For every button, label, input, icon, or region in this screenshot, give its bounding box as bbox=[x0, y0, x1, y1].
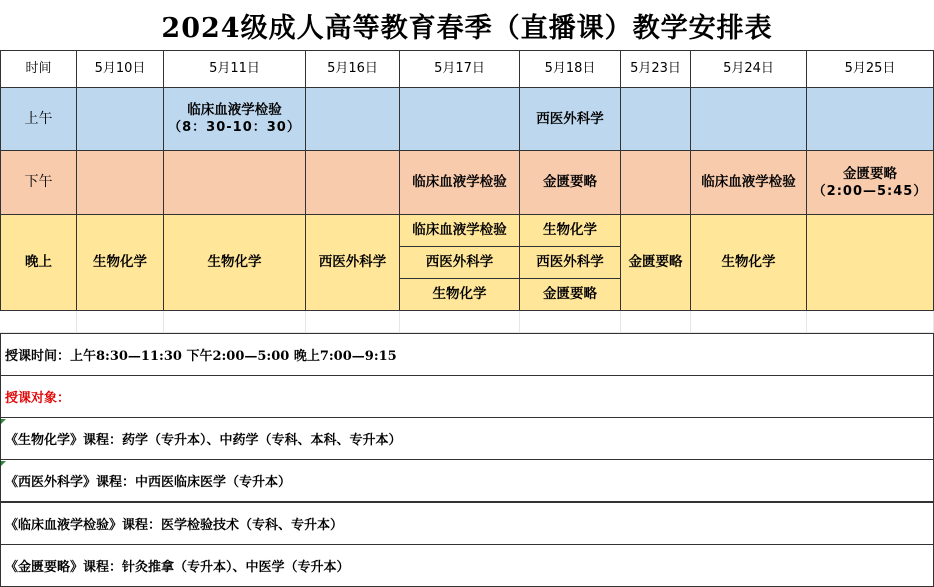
schedule-cell: 临床血液学检验 bbox=[400, 151, 520, 215]
spacer-cell bbox=[621, 311, 691, 333]
schedule-cell: 生物化学 bbox=[691, 215, 807, 311]
schedule-cell bbox=[807, 88, 934, 151]
schedule-cell bbox=[306, 88, 400, 151]
header-time: 时间 bbox=[0, 50, 77, 88]
schedule-cell bbox=[691, 88, 807, 151]
row-label-morning: 上午 bbox=[0, 88, 77, 151]
schedule-cell: 生物化学 bbox=[164, 215, 306, 311]
spacer-cell bbox=[400, 311, 520, 333]
cell-marker-icon bbox=[1, 461, 6, 466]
header-date: 5月18日 bbox=[520, 50, 621, 88]
spacer-cell bbox=[691, 311, 807, 333]
course-audience-line: 《临床血液学检验》课程：医学检验技术（专科、专升本） bbox=[0, 502, 934, 545]
schedule-cell: 西医外科学 bbox=[306, 215, 400, 311]
schedule-cell bbox=[807, 215, 934, 311]
spacer-cell bbox=[520, 311, 621, 333]
course-name: 金匮要略 bbox=[843, 165, 897, 182]
schedule-cell: 金匮要略 bbox=[520, 279, 621, 311]
header-date: 5月10日 bbox=[77, 50, 164, 88]
row-label-evening: 晚上 bbox=[0, 215, 77, 311]
schedule-cell: 生物化学 bbox=[77, 215, 164, 311]
course-time: （8：30-10：30） bbox=[168, 120, 301, 136]
page-title: 2024级成人高等教育春季（直播课）教学安排表 bbox=[161, 12, 773, 44]
schedule-cell: 金匮要略 bbox=[520, 151, 621, 215]
spacer-cell bbox=[306, 311, 400, 333]
spacer-cell bbox=[807, 311, 934, 333]
schedule-cell: 西医外科学 bbox=[520, 247, 621, 279]
spacer-cell bbox=[164, 311, 306, 333]
schedule-cell: 生物化学 bbox=[400, 279, 520, 311]
course-audience-line: 《西医外科学》课程：中西医临床医学（专升本） bbox=[0, 460, 934, 502]
header-date: 5月24日 bbox=[691, 50, 807, 88]
schedule-cell bbox=[621, 88, 691, 151]
schedule-cell bbox=[164, 88, 306, 151]
schedule-cell: 临床血液学检验 bbox=[691, 151, 807, 215]
class-time-note: 授课时间：上午8:30—11:30 下午2:00—5:00 晚上7:00—9:15 bbox=[0, 333, 934, 376]
schedule-cell: 金匮要略 bbox=[621, 215, 691, 311]
course-audience-line: 《生物化学》课程：药学（专升本）、中药学（专科、本科、专升本） bbox=[0, 418, 934, 460]
header-date: 5月17日 bbox=[400, 50, 520, 88]
course-time: （2:00—5:45） bbox=[812, 183, 928, 199]
schedule-cell bbox=[164, 151, 306, 215]
cell-marker-icon bbox=[1, 419, 6, 424]
course-audience-line: 《金匮要略》课程：针灸推拿（专升本）、中医学（专升本） bbox=[0, 545, 934, 587]
spacer-cell bbox=[0, 311, 77, 333]
schedule-cell bbox=[400, 88, 520, 151]
header-date: 5月11日 bbox=[164, 50, 306, 88]
schedule-cell: 西医外科学 bbox=[400, 247, 520, 279]
header-date: 5月16日 bbox=[306, 50, 400, 88]
schedule-cell bbox=[807, 151, 934, 215]
schedule-cell bbox=[77, 151, 164, 215]
schedule-cell bbox=[77, 88, 164, 151]
target-audience-heading: 授课对象： bbox=[0, 376, 934, 418]
schedule-cell bbox=[621, 151, 691, 215]
schedule-cell: 西医外科学 bbox=[520, 88, 621, 151]
spacer-cell bbox=[77, 311, 164, 333]
header-date: 5月23日 bbox=[621, 50, 691, 88]
schedule-cell bbox=[306, 151, 400, 215]
schedule-cell: 临床血液学检验 bbox=[400, 215, 520, 247]
row-label-afternoon: 下午 bbox=[0, 151, 77, 215]
header-date: 5月25日 bbox=[807, 50, 934, 88]
course-name: 临床血液学检验 bbox=[187, 102, 282, 119]
schedule-cell: 生物化学 bbox=[520, 215, 621, 247]
